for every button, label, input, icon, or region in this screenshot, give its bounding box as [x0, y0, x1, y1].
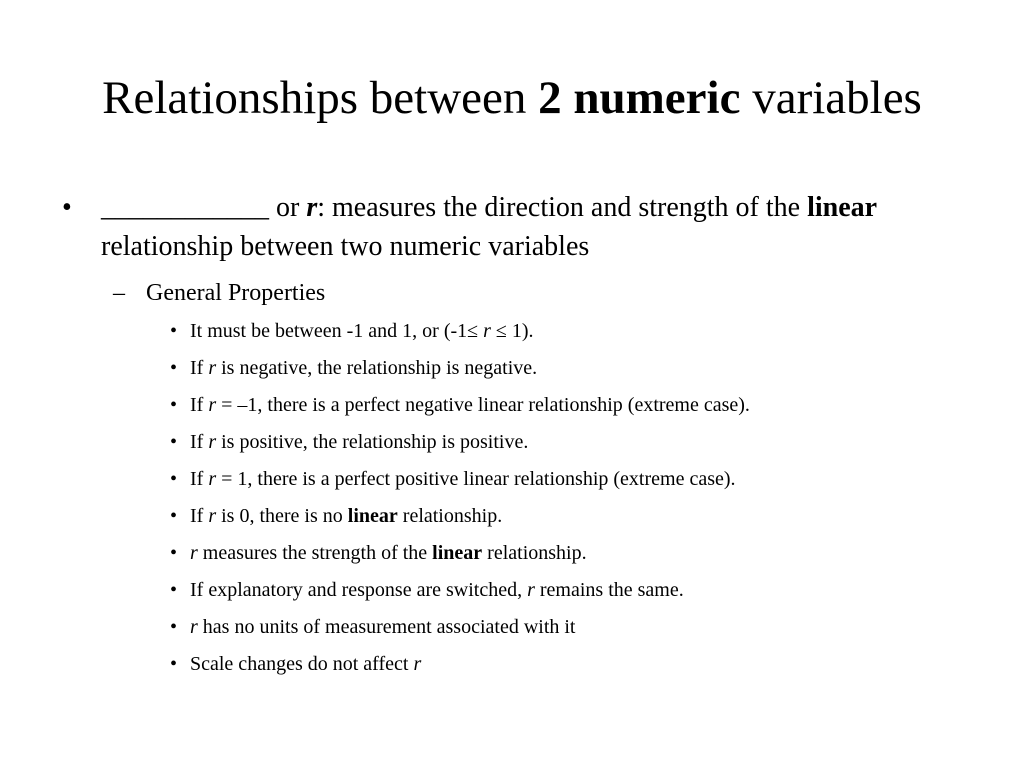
symbol-r: r — [483, 320, 491, 342]
property-text — [190, 538, 587, 568]
property-bullet-marker: • — [170, 320, 178, 342]
property-bullet-marker: • — [170, 653, 178, 675]
property-text — [190, 353, 537, 383]
title-text-bold: 2 numeric — [538, 72, 741, 124]
property-text — [190, 501, 502, 531]
property-text-run: has no units of measurement associated with it — [197, 616, 576, 638]
property-text-run: If — [190, 431, 209, 453]
symbol-r: r — [527, 579, 535, 601]
bullet-marker: • — [62, 192, 72, 223]
title-text-pre: Relationships between — [102, 72, 539, 124]
property-text-run: If — [190, 468, 209, 490]
symbol-r: r — [190, 542, 198, 564]
property-text-run: is positive, the relationship is positive. — [216, 431, 529, 453]
property-bullet-marker: • — [170, 505, 178, 527]
property-text-run: ≤ 1). — [490, 320, 534, 342]
property-text-run: It must be between -1 and 1, or (-1≤ — [190, 320, 484, 342]
bullet-text-or: or — [269, 192, 307, 223]
property-text — [190, 612, 576, 642]
property-text-run: If explanatory and response are switched, — [190, 579, 528, 601]
property-bullet-marker: • — [170, 468, 178, 490]
property-text-run: Scale changes do not affect — [190, 653, 414, 675]
symbol-r: r — [208, 468, 217, 490]
property-text-run: = 1, there is a perfect positive linear relationship (extreme case). — [216, 468, 736, 490]
symbol-r: r — [413, 653, 422, 675]
title-text-post: variables — [740, 72, 922, 124]
symbol-r: r — [190, 616, 198, 638]
dash-marker: – — [113, 280, 125, 306]
property-text-run: is negative, the relationship is negative. — [216, 357, 538, 379]
property-text — [190, 575, 684, 605]
property-text-run: remains the same. — [534, 579, 684, 601]
property-text-run: If — [190, 394, 209, 416]
symbol-r: r — [208, 357, 217, 379]
subheading-text: General Properties — [146, 280, 326, 306]
property-text — [190, 649, 421, 679]
property-bullet-marker: • — [170, 616, 178, 638]
symbol-r: r — [306, 192, 318, 223]
property-text — [190, 316, 534, 346]
emphasis-linear: linear — [347, 505, 398, 527]
property-text-run: relationship. — [482, 542, 587, 564]
property-text — [190, 427, 528, 457]
emphasis-linear: linear — [807, 192, 878, 223]
property-text-run: is 0, there is no — [216, 505, 348, 527]
property-text — [190, 464, 736, 494]
symbol-r: r — [208, 394, 217, 416]
property-bullet-marker: • — [170, 431, 178, 453]
property-text — [190, 390, 750, 420]
property-text-run: If — [190, 505, 209, 527]
property-text-run: = –1, there is a perfect negative linear relationship (extreme case). — [216, 394, 750, 416]
property-bullet-marker: • — [170, 579, 178, 601]
property-bullet-marker: • — [170, 394, 178, 416]
property-text-run: measures the strength of the — [197, 542, 433, 564]
property-text-run: If — [190, 357, 209, 379]
symbol-r: r — [208, 431, 217, 453]
bullet-text-rest2: relationship between two numeric variables — [101, 231, 590, 262]
property-text-run: relationship. — [397, 505, 503, 527]
bullet-text — [101, 188, 961, 266]
property-bullet-marker: • — [170, 542, 178, 564]
symbol-r: r — [208, 505, 217, 527]
property-bullet-marker: • — [170, 357, 178, 379]
emphasis-linear: linear — [432, 542, 483, 564]
bullet-text-rest1: : measures the direction and strength of the — [317, 192, 808, 223]
fill-in-blank: ____________ — [101, 192, 269, 223]
